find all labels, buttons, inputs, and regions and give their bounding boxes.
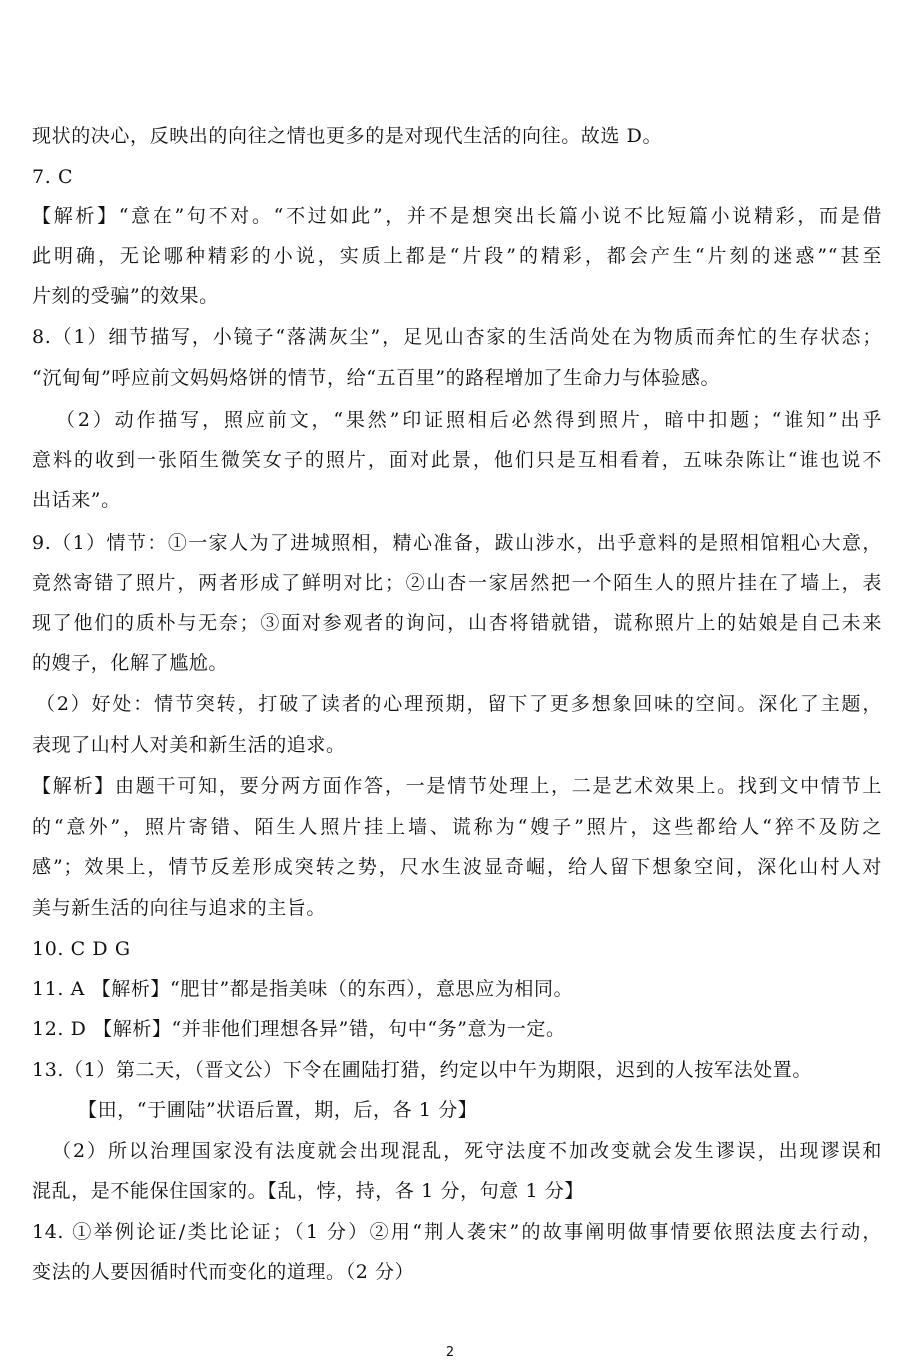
text-line: 8.（1）细节描写，小镜子“落满灰尘”，足见山杏家的生活尚处在为物质而奔忙的生存状态； <box>32 326 882 348</box>
text-line: 感”；效果上，情节反差形成突转之势，尺水生波显奇崛，给人留下想象空间，深化山村人对 <box>32 856 882 878</box>
text-line: 13.（1）第二天，（晋文公）下令在圃陆打猎，约定以中午为期限，迟到的人按军法处置。 <box>32 1059 813 1081</box>
text-line: 7. C <box>32 166 74 188</box>
text-line: 的嫂子，化解了尴尬。 <box>32 652 229 674</box>
text-line: 14. ①举例论证/类比论证；（1 分）②用“荆人袭宋”的故事阐明做事情要依照法度去行动， <box>32 1221 882 1243</box>
text-line: 11. A 【解析】“肥甘”都是指美味（的东西），意思应为相同。 <box>32 978 574 1000</box>
text-line: 意料的收到一张陌生微笑女子的照片，面对此景，他们只是互相看着，五味杂陈让“谁也说不 <box>32 449 882 471</box>
text-line: 现了他们的质朴与无奈；③面对参观者的询问，山杏将错就错，谎称照片上的姑娘是自己未来 <box>32 612 882 634</box>
page-number: 2 <box>445 1345 455 1360</box>
text-line: 出话来”。 <box>32 489 121 511</box>
text-line: 的“意外”，照片寄错、陌生人照片挂上墙、谎称为“嫂子”照片，这些都给人“猝不及防之 <box>32 816 882 838</box>
text-line: 【解析】“意在”句不对。“不过如此”，并不是想突出长篇小说不比短篇小说精彩，而是借 <box>32 205 882 227</box>
text-line: 美与新生活的向往与追求的主旨。 <box>32 897 327 919</box>
text-line: 混乱，是不能保住国家的。【乱，悖，持，各 1 分，句意 1 分】 <box>32 1180 585 1202</box>
text-line: 9.（1）情节：①一家人为了进城照相，精心准备，跋山涉水，出乎意料的是照相馆粗心大意， <box>32 532 882 554</box>
text-line: “沉甸甸”呼应前文妈妈烙饼的情节，给“五百里”的路程增加了生命力与体验感。 <box>32 367 721 389</box>
text-line: 12. D 【解析】“并非他们理想各异”错，句中“务”意为一定。 <box>32 1018 566 1040</box>
text-line: 此明确，无论哪种精彩的小说，实质上都是“片段”的精彩，都会产生“片刻的迷惑”“甚至 <box>32 245 882 267</box>
text-line: （2）好处：情节突转，打破了读者的心理预期，留下了更多想象回味的空间。深化了主题， <box>36 693 882 715</box>
text-line: 现状的决心，反映出的向往之情也更多的是对现代生活的向往。故选 D。 <box>32 125 663 147</box>
text-line: 【解析】由题干可知，要分两方面作答，一是情节处理上，二是艺术效果上。找到文中情节上 <box>32 775 882 797</box>
text-line: 片刻的受骗”的效果。 <box>32 285 219 307</box>
text-line: 10. C D G <box>32 938 131 960</box>
text-line: 竟然寄错了照片，两者形成了鲜明对比；②山杏一家居然把一个陌生人的照片挂在了墙上，表 <box>32 572 882 594</box>
text-line: 变法的人要因循时代而变化的道理。（2 分） <box>32 1261 415 1283</box>
text-line: （2）所以治理国家没有法度就会出现混乱，死守法度不加改变就会发生谬误，出现谬误和 <box>52 1140 882 1162</box>
text-line: 【田，“于圃陆”状语后置，期，后，各 1 分】 <box>78 1099 478 1121</box>
text-line: （2）动作描写，照应前文，“果然”印证照相后必然得到照片，暗中扣题；“谁知”出乎 <box>56 409 882 431</box>
text-line: 表现了山村人对美和新生活的追求。 <box>32 734 346 756</box>
